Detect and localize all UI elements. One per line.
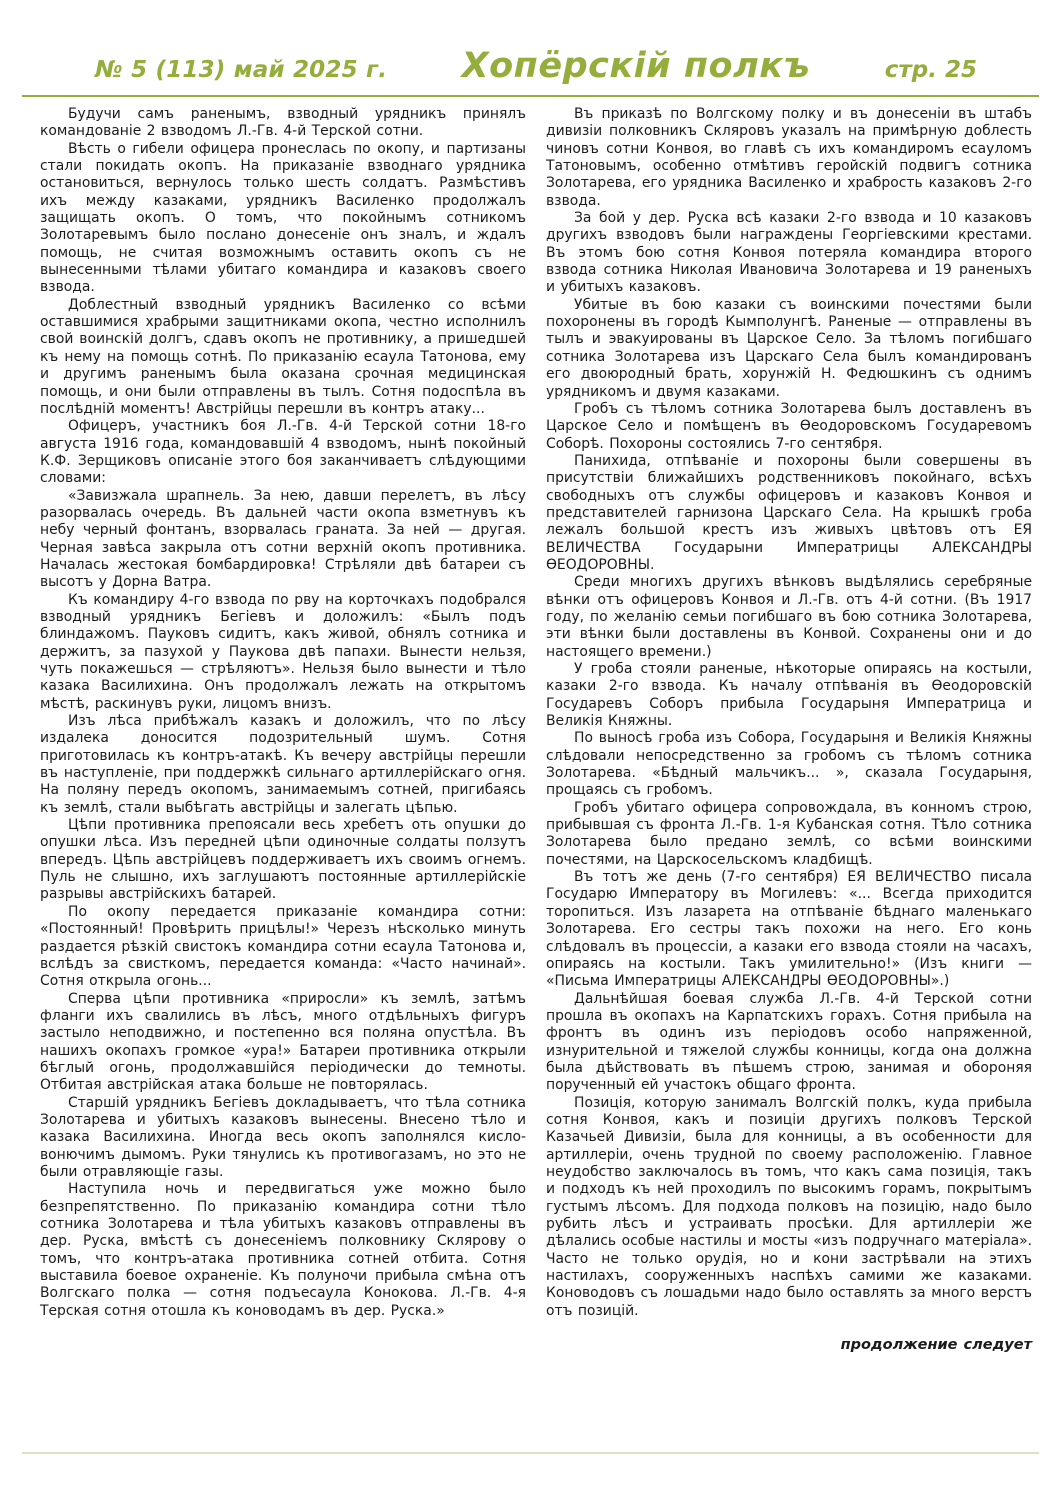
left-column <box>40 106 526 1354</box>
footer-rule <box>22 1452 1039 1454</box>
page-header <box>40 46 1032 86</box>
paragraph: По окопу передается приказаніе командира сотни: «Постоянный! Провѣрить прицѣлы!» Черезъ нѣсколько минуть раздается рѣзкій свистокъ командира сотни есаула Татонова и, вслѣдъ за свисткомъ, передается команда: «Часто начинай». Сотня открыла огонь... <box>40 903 526 990</box>
paragraph: Дальнѣйшая боевая служба Л.-Гв. 4-й Терской сотни прошла въ окопахъ на Карпатскихъ горахъ. Сотня прибыла на фронтъ въ одинъ изъ періодовъ особо напряженной, изнурительной и тяжелой службы конницы, когда она должна была дѣйствовать въ пѣшемъ строю, занимая и обороняя порученный ей участокъ общаго фронта. <box>546 990 1032 1094</box>
paragraph: Въ приказѣ по Волгскому полку и въ донесеніи въ штабъ дивизіи полковникъ Скляровъ указалъ на примѣрную доблесть чиновъ сотни Конвоя, во главѣ съ ихъ командиромъ есауломъ Татоновымъ, особенно отмѣтивъ геройскій подвигъ сотника Золотарева, его урядника Василенко и храбрость казаковъ 2-го взвода. <box>546 106 1032 209</box>
paragraph: Позиція, которую занималъ Волгскій полкъ, куда прибыла сотня Конвоя, какъ и позиціи другихъ полковъ Терской Казачьей Дивизіи, была для конницы, а въ особенности для артиллеріи, очень трудной по своему расположенію. Главное неудобство заключалось въ томъ, что какъ сама позиція, такъ и подходъ къ ней проходилъ по высокимъ горамъ, покрытымъ густымъ лѣсомъ. Для подхода полковъ на позицію, надо было рубить лѣсъ и устраивать просѣки. Для артиллеріи же дѣлались особые настилы и мосты «изъ подручнаго матеріала». Часто не только орудія, но и кони застрѣвали на этихъ настилахъ, сооруженныхъ наспѣхъ самими же казаками. Коноводовъ съ лошадьми надо было оставлять за много верстъ отъ позицій. <box>546 1094 1032 1319</box>
paragraph: Доблестный взводный урядникъ Василенко со всѣми оставшимися храбрыми защитниками окопа, честно исполнилъ свой воинскій долгъ, сдавъ окопъ не противнику, а пришедшей къ нему на помощь сотнѣ. По приказанію есаула Татонова, ему и другимъ раненымъ была оказана срочная медицинская помощь, и они были отправлены въ тылъ. Сотня подоспѣла въ послѣдній моментъ! Австрійцы перешли въ контръ атаку... <box>40 296 526 417</box>
paragraph: Сперва цѣпи противника «приросли» къ землѣ, затѣмъ фланги ихъ свалились въ лѣсъ, много отдѣльныхъ фигуръ застыло неподвижно, и постепенно вся поляна опустѣла. Въ нашихъ окопахъ громкое «ура!» Батареи противника открыли бѣглый огонь, продолжавшійся періодически до темноты. Отбитая австрійская атака больше не повторялась. <box>40 990 526 1094</box>
paragraph: По выносѣ гроба изъ Собора, Государыня и Великія Княжны слѣдовали непосредственно за гробомъ съ тѣломъ сотника Золотарева. «Бѣдный мальчикъ... », сказала Государыня, прощаясь съ гробомъ. <box>546 730 1032 799</box>
paragraph: Среди многихъ другихъ вѣнковъ выдѣлялись серебряные вѣнки отъ офицеровъ Конвоя и Л.-Гв. отъ 4-й сотни. (Въ 1917 году, по желанію семьи погибшаго въ бою сотника Золотарева, эти вѣнки были доставлены въ Конвой. Сохранены они и до настоящего времени.) <box>546 574 1032 660</box>
paragraph: Гробъ съ тѣломъ сотника Золотарева былъ доставленъ въ Царское Село и помѣщенъ въ Ѳеодоровскомъ Государевомъ Соборѣ. Похороны состоялись 7-го сентября. <box>546 400 1032 452</box>
paragraph: Панихида, отпѣваніе и похороны были совершены въ присутствіи ближайшихъ родственниковъ покойнаго, всѣхъ свободныхъ отъ службы офицеровъ и казаковъ Конвоя и представителей гарнизона Царскаго Села. На крышкѣ гроба лежалъ большой крестъ изъ живыхъ цвѣтовъ отъ ЕЯ ВЕЛИЧЕСТВА Государыни Императрицы АЛЕКСАНДРЫ ѲЕОДОРОВНЫ. <box>546 452 1032 573</box>
paragraph: Вѣсть о гибели офицера пронеслась по окопу, и партизаны стали покидать окопъ. На приказаніе взводнаго урядника остановиться, вернулось только шесть солдатъ. Размѣстивъ ихъ между казаками, урядникъ Василенко продолжалъ защищать окопъ. О томъ, что покойнымъ сотникомъ Золотаревымъ было послано донесеніе онъ зналъ, и ждалъ помощь, не считая возможнымъ оставить окопъ съ не вынесенными тѣлами убитаго командира и казаковъ своего взвода. <box>40 140 526 296</box>
header-rule <box>22 95 1039 97</box>
paragraph: Цѣпи противника препоясали весь хребетъ оть опушки до опушки лѣса. Изъ передней цѣпи одиночные солдаты ползутъ впередъ. Цѣпь австрійцевъ поддерживаетъ ихъ своимъ огнемъ. Пуль не слышно, ихъ заглушаютъ постоянные артиллерійскіе разрывы австрійскихъ батарей. <box>40 817 526 903</box>
paragraph: Старшій урядникъ Бегіевъ докладываетъ, что тѣла сотника Золотарева и убитыхъ казаковъ вынесены. Внесено тѣло и казака Василихина. Иногда весь окопъ заполнялся кисло-вонючимъ дымомъ. Руки тянулись къ противогазамъ, но это не были отравляющіе газы. <box>40 1094 526 1180</box>
paragraph: Будучи самъ раненымъ, взводный урядникъ принялъ командованіе 2 взводомъ Л.-Гв. 4-й Терской сотни. <box>40 106 526 140</box>
paragraph: Въ тотъ же день (7-го сентября) ЕЯ ВЕЛИЧЕСТВО писала Государю Императору въ Могилевъ: «... Всегда приходится торопиться. Изъ лазарета на отпѣваніе бѣднаго маленькаго Золотарева. Его сестры такъ похожи на него. Его конь слѣдовалъ въ процессіи, а казаки его взвода стояли на часахъ, опираясь на костыли. Такъ умилительно!» (Изъ книги — «Письма Императрицы АЛЕКСАНДРЫ ѲЕОДОРОВНЫ».) <box>546 869 1032 990</box>
paragraph: Убитые въ бою казаки съ воинскими почестями были похоронены въ городѣ Кымполунгѣ. Раненые — отправлены въ тылъ и эвакуированы въ Царское Село. За тѣломъ погибшаго сотника Золотарева изъ Царскаго Села былъ командированъ его двоюродный брать, хорунжій Н. Федюшкинъ съ однимъ урядникомъ и двумя казаками. <box>546 296 1032 400</box>
paragraph: За бой у дер. Руска всѣ казаки 2-го взвода и 10 казаковъ другихъ взводовъ были награждены Георгіевскими крестами. Въ этомъ бою сотня Конвоя потеряла командира второго взвода сотника Николая Ивановича Золотарева и 19 раненыхъ и убитыхъ казаковъ. <box>546 210 1032 296</box>
issue-number: № 5 (113) май 2025 г. <box>95 57 388 83</box>
right-column <box>546 106 1032 1354</box>
paragraph: Офицеръ, участникъ боя Л.-Гв. 4-й Терской сотни 18-го августа 1916 года, командовавшій 4 взводомъ, нынѣ покойный К.Ф. Зерщиковъ описаніе этого боя заканчиваетъ слѣдующими словами: <box>40 418 526 487</box>
page-number: стр. 25 <box>884 57 977 83</box>
paragraph: Изъ лѣса прибѣжалъ казакъ и доложилъ, что по лѣсу издалека доносится подозрительный шумъ. Сотня приготовилась къ контръ-атакѣ. Къ вечеру австрійцы перешли въ наступленіе, при поддержкѣ сильнаго артиллерійскаго огня. На поляну передъ окопомъ, занимаемымъ сотней, пригибаясь къ землѣ, стали выбѣгать австрійцы и залегать цѣпью. <box>40 713 526 816</box>
newspaper-title: Хопёрскій полкъ <box>461 46 811 86</box>
paragraph: У гроба стояли раненые, нѣкоторые опираясь на костыли, казаки 2-го взвода. Къ началу отпѣванія въ Ѳеодоровскій Государевъ Соборъ прибыла Государыня Императрица и Великія Княжны. <box>546 661 1032 730</box>
article-body <box>40 106 1032 1354</box>
paragraph: Гробъ убитаго офицера сопровождала, въ конномъ строю, прибывшая съ фронта Л.-Гв. 1-я Кубанская сотня. Тѣло сотника Золотарева было предано землѣ, со всѣми воинскими почестями, на Царскосельскомъ кладбищѣ. <box>546 799 1032 868</box>
paragraph: Наступила ночь и передвигаться уже можно было безпрепятственно. По приказанію командира сотни тѣло сотника Золотарева и тѣла убитыхъ казаковъ отправлены въ дер. Руска, вмѣстѣ съ донесеніемъ полковнику Склярову о томъ, что контръ-атака противника сотней отбита. Сотня выставила боевое охраненіе. Къ полуночи прибыла смѣна отъ Волгскаго полка — сотня подъесаула Конокова. Л.-Гв. 4-я Терская сотня отошла къ коноводамъ въ дер. Руска.» <box>40 1181 526 1319</box>
paragraph: Къ командиру 4-го взвода по рву на корточкахъ подобрался взводный урядникъ Бегіевъ и доложилъ: «Былъ подъ блиндажомъ. Пауковъ сидитъ, какъ живой, обнялъ сотника и держитъ, за пазухой у Паукова двѣ папахи. Вынести нельзя, чуть покажешься — стрѣляютъ». Нельзя было вынести и тѣло казака Василихина. Онъ продолжалъ лежать на открытомъ мѣстѣ, раскинувъ руки, лицомъ внизъ. <box>40 591 526 712</box>
paragraph: «Завизжала шрапнель. За нею, давши перелетъ, въ лѣсу разорвалась очередь. Въ дальней части окопа взметнувъ къ небу черный фонтанъ, взорвалась граната. За ней — другая. Черная завѣса закрыла отъ сотни верхній окопъ противника. Началась жестокая бомбардировка! Стрѣляли двѣ батареи съ высотъ у Дорна Ватра. <box>40 487 526 591</box>
continuation-notice: продолжение следует <box>840 1337 1032 1354</box>
